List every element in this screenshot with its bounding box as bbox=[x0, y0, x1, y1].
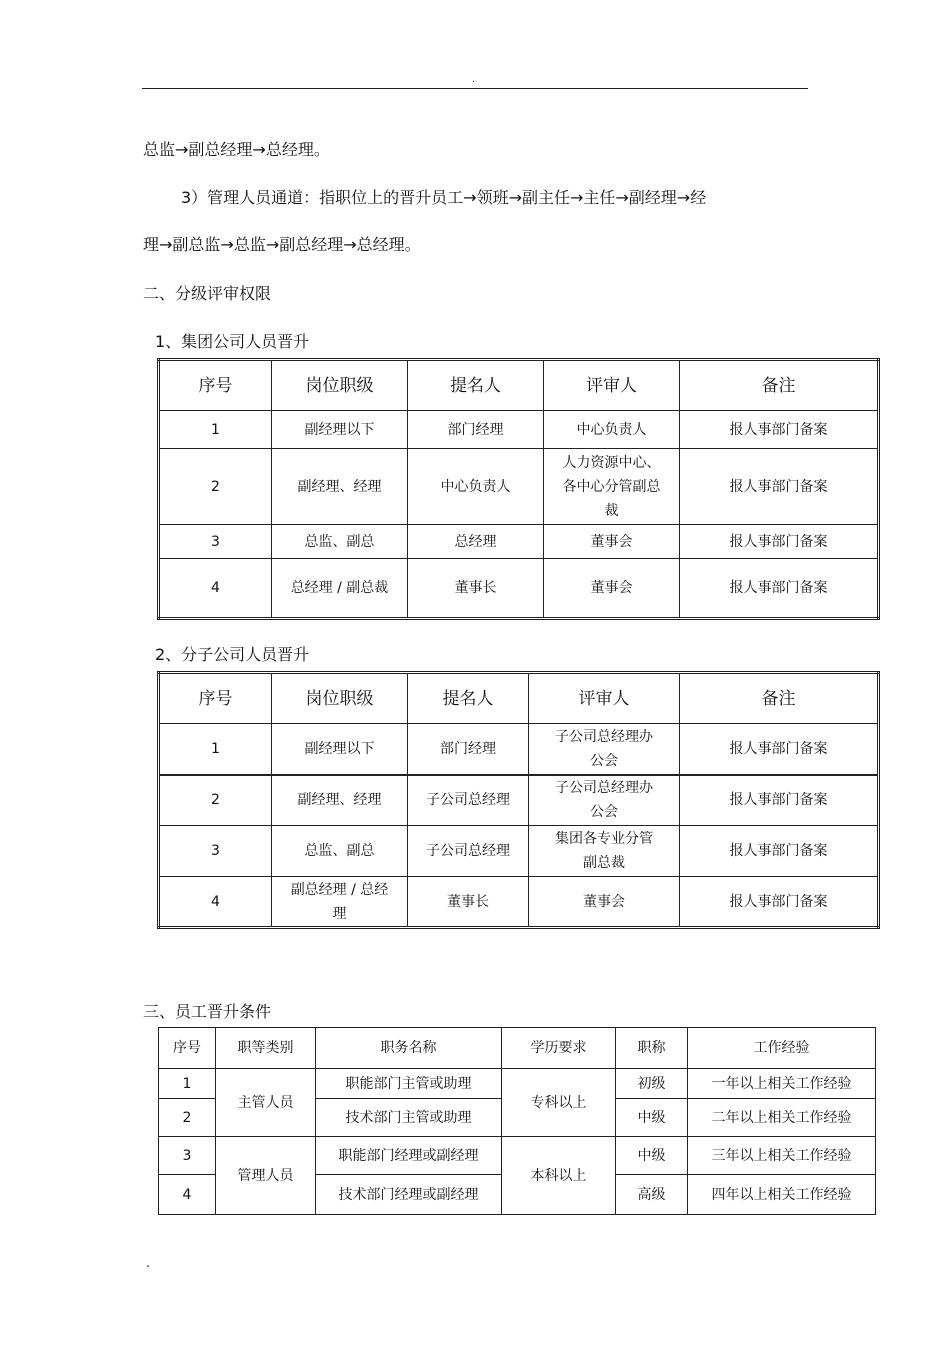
table-cell: 管理人员 bbox=[216, 1137, 316, 1215]
table-cell: 技术部门经理或副经理 bbox=[316, 1175, 502, 1215]
table-row bbox=[159, 724, 879, 775]
table-cell: 董事会 bbox=[544, 559, 680, 619]
header-rule bbox=[142, 88, 808, 89]
header-cell: 职务名称 bbox=[316, 1028, 502, 1069]
table-cell: 董事长 bbox=[408, 559, 544, 619]
header-cell: 岗位职级 bbox=[272, 360, 408, 411]
paragraph-3: 理→副总监→总监→副总经理→总经理。 bbox=[143, 235, 421, 254]
table-cell: 总经理 bbox=[408, 525, 544, 559]
table-cell: 子公司总经理 bbox=[408, 826, 529, 877]
table-cell: 副总经理 / 总经 理 bbox=[272, 877, 408, 928]
table-cell: 子公司总经理 bbox=[408, 775, 529, 826]
header-cell: 职称 bbox=[616, 1028, 688, 1069]
table-cell: 2 bbox=[159, 1099, 216, 1137]
table-cell: 报人事部门备案 bbox=[680, 525, 879, 559]
promotion-conditions-table bbox=[158, 1027, 876, 1215]
table-cell: 3 bbox=[159, 826, 272, 877]
table-cell: 技术部门主管或助理 bbox=[316, 1099, 502, 1137]
table-cell: 2 bbox=[159, 449, 272, 525]
table-cell: 高级 bbox=[616, 1175, 688, 1215]
table-row bbox=[159, 877, 879, 928]
table-cell: 4 bbox=[159, 559, 272, 619]
table1-caption: 1、集团公司人员晋升 bbox=[155, 332, 310, 351]
table-cell: 1 bbox=[159, 724, 272, 775]
table-cell: 副经理以下 bbox=[272, 724, 408, 775]
table-cell: 报人事部门备案 bbox=[680, 411, 879, 449]
table-cell: 中级 bbox=[616, 1137, 688, 1175]
table-cell: 报人事部门备案 bbox=[680, 775, 879, 826]
table-cell: 人力资源中心、 各中心分管副总 裁 bbox=[544, 449, 680, 525]
table-cell: 董事长 bbox=[408, 877, 529, 928]
table-cell: 总监、副总 bbox=[272, 826, 408, 877]
table-cell: 四年以上相关工作经验 bbox=[688, 1175, 876, 1215]
table-cell: 三年以上相关工作经验 bbox=[688, 1137, 876, 1175]
table-cell: 4 bbox=[159, 1175, 216, 1215]
table-cell: 董事会 bbox=[544, 525, 680, 559]
table-cell: 专科以上 bbox=[502, 1069, 616, 1137]
table-cell: 初级 bbox=[616, 1069, 688, 1099]
table-cell: 4 bbox=[159, 877, 272, 928]
table-cell: 副经理以下 bbox=[272, 411, 408, 449]
table-cell: 1 bbox=[159, 411, 272, 449]
table-cell: 部门经理 bbox=[408, 724, 529, 775]
header-cell: 提名人 bbox=[408, 360, 544, 411]
group-promotion-table bbox=[157, 358, 880, 620]
table-cell: 一年以上相关工作经验 bbox=[688, 1069, 876, 1099]
table-cell: 二年以上相关工作经验 bbox=[688, 1099, 876, 1137]
table-row bbox=[159, 826, 879, 877]
table-row bbox=[159, 411, 879, 449]
paragraph-2: 3）管理人员通道：指职位上的晋升员工→领班→副主任→主任→副经理→经 bbox=[181, 188, 707, 207]
header-cell: 学历要求 bbox=[502, 1028, 616, 1069]
table-cell: 职能部门经理或副经理 bbox=[316, 1137, 502, 1175]
table-cell: 报人事部门备案 bbox=[680, 559, 879, 619]
header-cell: 职等类别 bbox=[216, 1028, 316, 1069]
table-cell: 中心负责人 bbox=[544, 411, 680, 449]
header-cell: 评审人 bbox=[529, 673, 680, 724]
table-row bbox=[159, 1137, 876, 1175]
table-cell: 主管人员 bbox=[216, 1069, 316, 1137]
table-cell: 报人事部门备案 bbox=[680, 877, 879, 928]
table-cell: 职能部门主管或助理 bbox=[316, 1069, 502, 1099]
table-cell: 2 bbox=[159, 775, 272, 826]
table-cell: 集团各专业分管 副总裁 bbox=[529, 826, 680, 877]
table-row bbox=[159, 1069, 876, 1099]
table-cell: 报人事部门备案 bbox=[680, 449, 879, 525]
header-cell: 工作经验 bbox=[688, 1028, 876, 1069]
table-cell: 总经理 / 副总裁 bbox=[272, 559, 408, 619]
header-cell: 备注 bbox=[680, 673, 879, 724]
table-cell: 子公司总经理办 公会 bbox=[529, 724, 680, 775]
table-cell: 子公司总经理办 公会 bbox=[529, 775, 680, 826]
table-cell: 中级 bbox=[616, 1099, 688, 1137]
table2-caption: 2、分子公司人员晋升 bbox=[155, 645, 310, 664]
table-row bbox=[159, 449, 879, 525]
header-cell: 岗位职级 bbox=[272, 673, 408, 724]
paragraph-1: 总监→副总经理→总经理。 bbox=[143, 140, 330, 159]
header-mark: . bbox=[472, 74, 476, 85]
table-cell: 董事会 bbox=[529, 877, 680, 928]
section-heading-promotion-conditions: 三、员工晋升条件 bbox=[143, 1002, 272, 1021]
table-header-row bbox=[159, 360, 879, 411]
header-cell: 序号 bbox=[159, 673, 272, 724]
header-cell: 序号 bbox=[159, 1028, 216, 1069]
table-row bbox=[159, 559, 879, 619]
table-cell: 1 bbox=[159, 1069, 216, 1099]
table-header-row bbox=[159, 673, 879, 724]
section-heading-review-authority: 二、分级评审权限 bbox=[143, 284, 272, 303]
table-cell: 中心负责人 bbox=[408, 449, 544, 525]
footer-mark: . bbox=[146, 1256, 150, 1270]
table-cell: 报人事部门备案 bbox=[680, 826, 879, 877]
table-cell: 本科以上 bbox=[502, 1137, 616, 1215]
table-header-row bbox=[159, 1028, 876, 1069]
table-row bbox=[159, 525, 879, 559]
table-cell: 副经理、经理 bbox=[272, 449, 408, 525]
table-cell: 3 bbox=[159, 1137, 216, 1175]
table-row bbox=[159, 775, 879, 826]
table-cell: 副经理、经理 bbox=[272, 775, 408, 826]
header-cell: 备注 bbox=[680, 360, 879, 411]
table-cell: 总监、副总 bbox=[272, 525, 408, 559]
table-cell: 报人事部门备案 bbox=[680, 724, 879, 775]
header-cell: 提名人 bbox=[408, 673, 529, 724]
subsidiary-promotion-table bbox=[157, 671, 880, 929]
header-cell: 评审人 bbox=[544, 360, 680, 411]
table-cell: 部门经理 bbox=[408, 411, 544, 449]
header-cell: 序号 bbox=[159, 360, 272, 411]
table-cell: 3 bbox=[159, 525, 272, 559]
